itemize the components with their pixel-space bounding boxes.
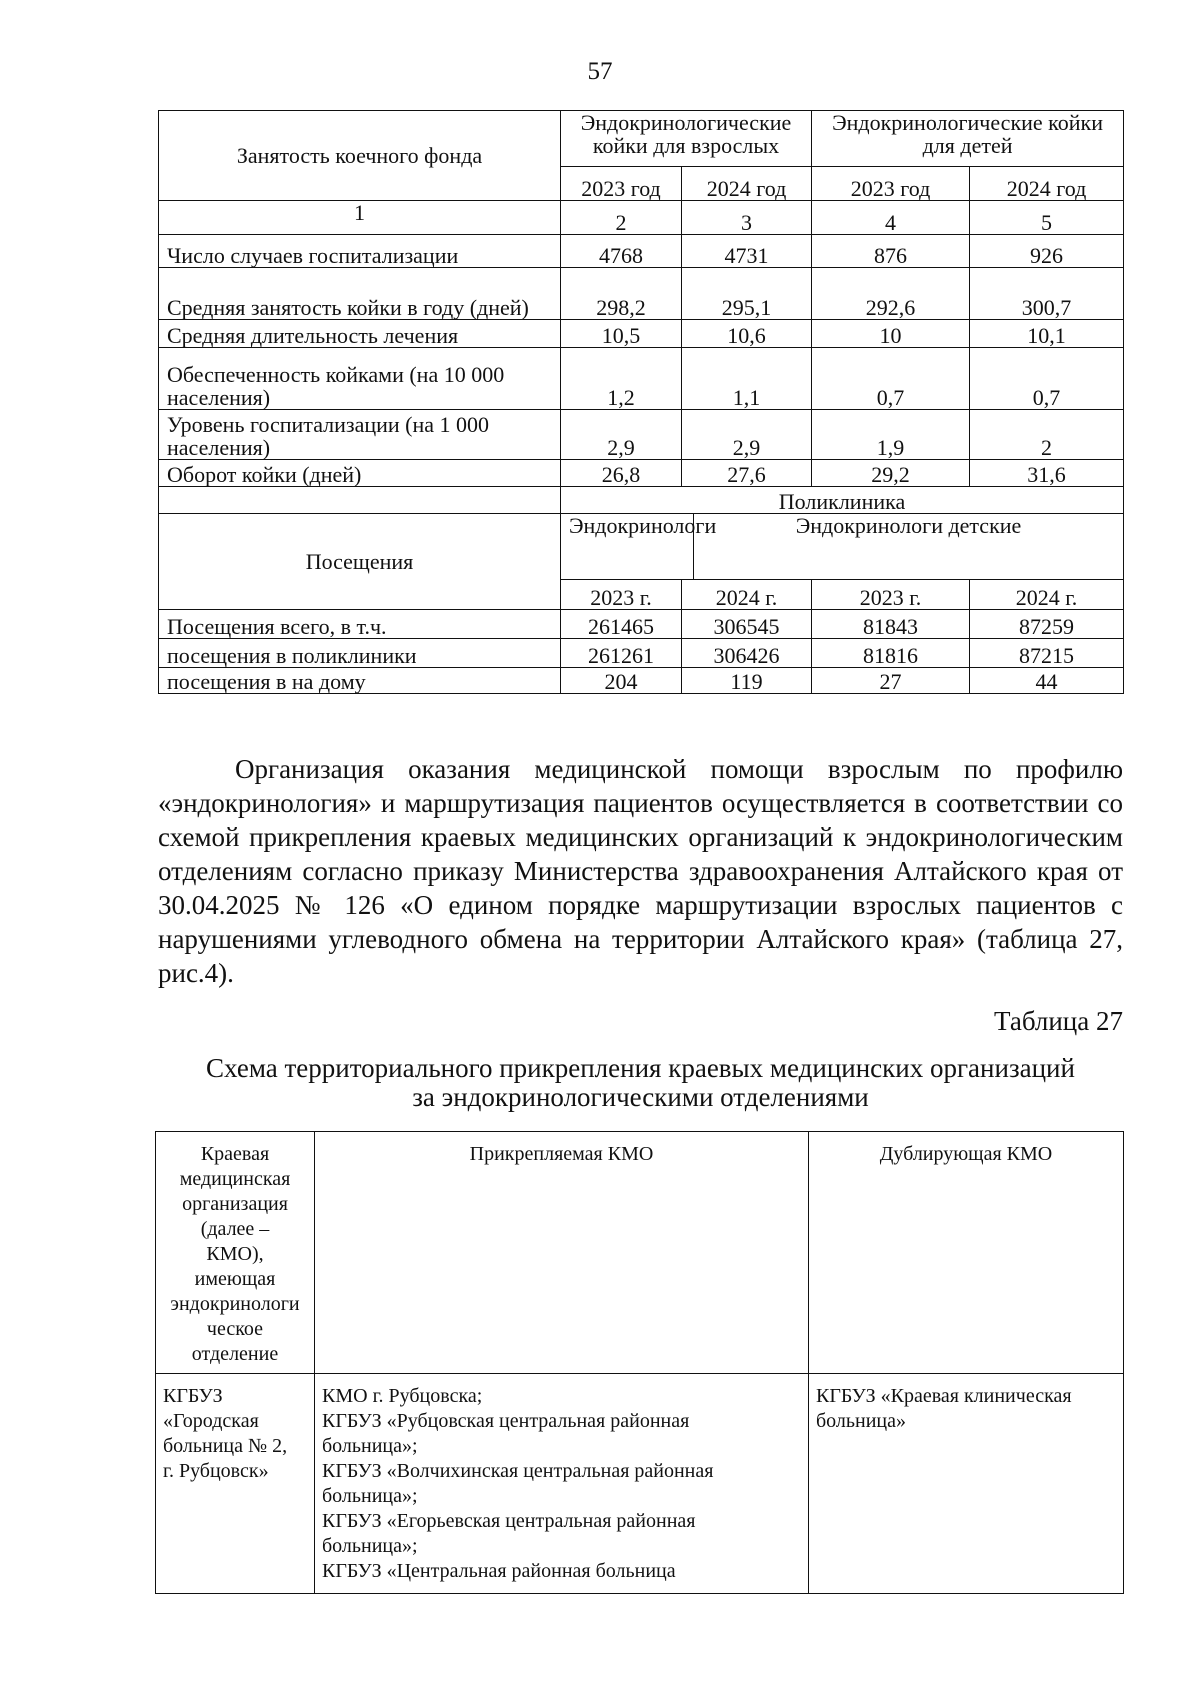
- cell-line: больница»;: [322, 1435, 418, 1457]
- bed-row-label: Число случаев госпитализации: [159, 235, 561, 268]
- cell-line: КГБУЗ «Центральная районная больница: [322, 1560, 676, 1582]
- bed-cell: 10,6: [682, 320, 812, 348]
- empty-cell: [159, 487, 561, 514]
- cell-line: больница»: [816, 1410, 906, 1432]
- column-number: 3: [682, 201, 812, 235]
- caption-line: Схема территориального прикрепления краевых медицинских организаций: [206, 1053, 1075, 1083]
- bed-group-children: Эндокринологические койки для детей: [812, 111, 1124, 167]
- table-27-label: Таблица 27: [994, 1006, 1123, 1036]
- visits-year: 2024 г.: [682, 580, 812, 610]
- header-line: медицинская: [179, 1168, 291, 1190]
- cell-line: «Городская: [163, 1410, 259, 1432]
- table-27-caption: [158, 1054, 1123, 1112]
- visits-cell: 44: [970, 668, 1124, 694]
- column-number: 4: [812, 201, 970, 235]
- bed-row-label: Оборот койки (дней): [159, 460, 561, 487]
- header-attached-kmo: Прикрепляемая КМО: [315, 1132, 809, 1374]
- visits-year: 2023 г.: [812, 580, 970, 610]
- bed-cell: 10,1: [970, 320, 1124, 348]
- cell-line: КГБУЗ «Егорьевская центральная районная: [322, 1510, 696, 1532]
- bed-group-adult: Эндокринологические койки для взрослых: [561, 111, 812, 167]
- cell-line: больница № 2,: [163, 1435, 288, 1457]
- caption-line: за эндокринологическими отделениями: [412, 1082, 869, 1112]
- cell-line: КГБУЗ «Волчихинская центральная районная: [322, 1460, 714, 1482]
- header-line: эндокринологи: [170, 1293, 300, 1315]
- visits-cell: 87215: [970, 639, 1124, 668]
- header-line: отделение: [191, 1343, 279, 1365]
- bed-cell: 292,6: [812, 268, 970, 320]
- cell-line: КГБУЗ «Краевая клиническая: [816, 1385, 1072, 1407]
- bed-cell: 298,2: [561, 268, 682, 320]
- bed-cell: 2,9: [561, 410, 682, 460]
- bed-cell: 1,1: [682, 348, 812, 410]
- bed-row-label: Уровень госпитализации (на 1 000 населения): [159, 410, 561, 460]
- cell-line: больница»;: [322, 1535, 418, 1557]
- visits-row-header: Посещения: [159, 514, 561, 610]
- bed-cell: 1,2: [561, 348, 682, 410]
- bed-row-label: Средняя длительность лечения: [159, 320, 561, 348]
- bed-cell: 2: [970, 410, 1124, 460]
- bed-year: 2023 год: [812, 167, 970, 201]
- header-line: ческое: [206, 1318, 264, 1340]
- cell-line: КМО г. Рубцовска;: [322, 1385, 483, 1407]
- row-backup-kmo: [809, 1374, 1124, 1594]
- column-number: 2: [561, 201, 682, 235]
- bed-cell: 4768: [561, 235, 682, 268]
- visits-cell: 87259: [970, 610, 1124, 639]
- bed-cell: 10,5: [561, 320, 682, 348]
- bed-cell: 26,8: [561, 460, 682, 487]
- visits-group-adult: Эндокринологи: [561, 514, 694, 580]
- cell-line: г. Рубцовск»: [163, 1460, 269, 1482]
- visits-cell: 81816: [812, 639, 970, 668]
- bed-year: 2024 год: [970, 167, 1124, 201]
- header-backup-kmo: Дублирующая КМО: [809, 1132, 1124, 1374]
- bed-cell: 10: [812, 320, 970, 348]
- visits-year: 2024 г.: [970, 580, 1124, 610]
- column-number: 5: [970, 201, 1124, 235]
- row-kmo-name: [156, 1374, 315, 1594]
- visits-cell: 261261: [561, 639, 682, 668]
- body-paragraph: Организация оказания медицинской помощи взрослым по профилю «эндокринология» и маршрутизация пациентов осуществляется в соответствии со схемой прикрепления краевых медицинских организаций к эндокринологическим отделениям согласно приказу Министерства здравоохранения Алтайского края от 30.04.2025 № 126 «О едином порядке маршрутизации взрослых пациентов с нарушениями углеводного обмена на территории Алтайского края» (таблица 27, рис.4).: [158, 754, 1123, 988]
- bed-cell: 926: [970, 235, 1124, 268]
- header-line: имеющая: [194, 1268, 276, 1290]
- page-number: 57: [587, 58, 613, 85]
- bed-cell: 295,1: [682, 268, 812, 320]
- bed-cell: 1,9: [812, 410, 970, 460]
- visits-row-label: Посещения всего, в т.ч.: [159, 610, 561, 639]
- bed-cell: 0,7: [812, 348, 970, 410]
- bed-cell: 0,7: [970, 348, 1124, 410]
- header-kmo-with-department: [156, 1132, 315, 1374]
- cell-line: КГБУЗ «Рубцовская центральная районная: [322, 1410, 690, 1432]
- visits-cell: 119: [682, 668, 812, 694]
- visits-cell: 204: [561, 668, 682, 694]
- polyclinic-section-title: Поликлиника: [561, 487, 1124, 514]
- bed-year: 2023 год: [561, 167, 682, 201]
- header-line: организация: [182, 1193, 288, 1215]
- bed-cell: 27,6: [682, 460, 812, 487]
- visits-row-label: посещения в поликлиники: [159, 639, 561, 668]
- visits-cell: 27: [812, 668, 970, 694]
- visits-cell: 261465: [561, 610, 682, 639]
- bed-cell: 2,9: [682, 410, 812, 460]
- visits-row-label: посещения в на дому: [159, 668, 561, 694]
- bed-year: 2024 год: [682, 167, 812, 201]
- bed-row-label: Обеспеченность койками (на 10 000 населения): [159, 348, 561, 410]
- bed-cell: 876: [812, 235, 970, 268]
- visits-cell: 81843: [812, 610, 970, 639]
- bed-and-visits-table: [158, 110, 1124, 694]
- visits-cell: 306545: [682, 610, 812, 639]
- row-attached-kmo: [315, 1374, 809, 1594]
- header-line: КМО),: [206, 1243, 264, 1265]
- visits-group-children: Эндокринологи детские: [694, 514, 1124, 580]
- visits-cell: 306426: [682, 639, 812, 668]
- bed-row-header: Занятость коечного фонда: [159, 111, 561, 201]
- header-line: Краевая: [200, 1143, 270, 1165]
- bed-cell: 29,2: [812, 460, 970, 487]
- bed-cell: 4731: [682, 235, 812, 268]
- header-line: (далее –: [200, 1218, 270, 1240]
- bed-cell: 31,6: [970, 460, 1124, 487]
- visits-year: 2023 г.: [561, 580, 682, 610]
- bed-row-label: Средняя занятость койки в году (дней): [159, 268, 561, 320]
- cell-line: КГБУЗ: [163, 1385, 223, 1407]
- bed-cell: 300,7: [970, 268, 1124, 320]
- column-number: 1: [159, 201, 561, 235]
- attachment-scheme-table: [155, 1131, 1124, 1594]
- cell-line: больница»;: [322, 1485, 418, 1507]
